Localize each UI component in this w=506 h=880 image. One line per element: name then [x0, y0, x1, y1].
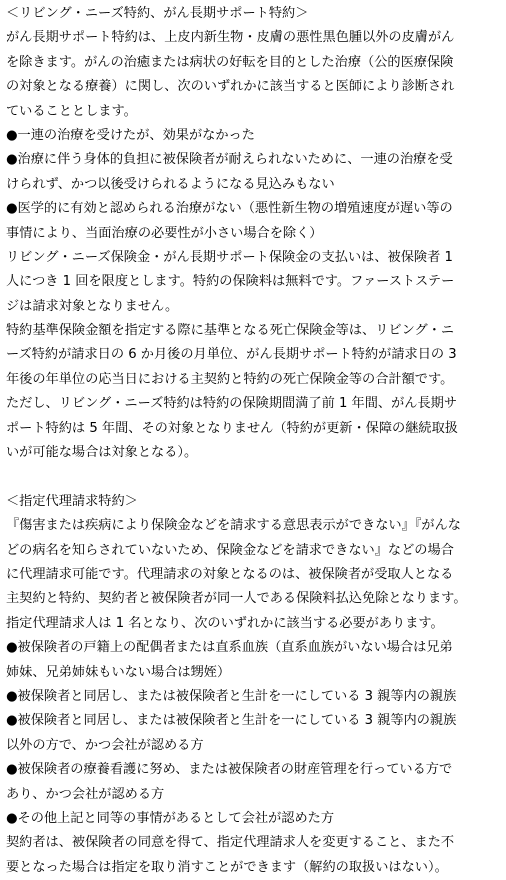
bullet-line: ●医学的に有効と認められる治療がない（悪性新生物の増殖速度が遅い等の [6, 201, 453, 217]
paragraph-line: 以外の方で、かつ会社が認める方 [6, 737, 204, 753]
paragraph-line: 特約基準保険金額を指定する際に基準となる死亡保険金等は、リビング・ニ [6, 323, 455, 339]
paragraph-line: に代理請求可能です。代理請求の対象となるのは、被保険者が受取人となる [6, 566, 454, 582]
paragraph-line: 『傷害または疾病により保険金などを請求する意思表示ができない』『がんな [6, 518, 461, 534]
paragraph-line: あり、かつ会社が認める方 [6, 786, 165, 802]
paragraph-line: ポート特約は 5 年間、その対象となりません（特約が更新・保障の継続取扱 [6, 420, 458, 436]
paragraph-line: ーズ特約が請求日の 6 か月後の月単位、がん長期サポート特約が請求日の 3 [6, 347, 457, 363]
paragraph-line: 人につき 1 回を限度とします。特約の保険料は無料です。ファーストステー [6, 274, 455, 290]
bullet-line: ●被保険者の療養看護に努め、または被保険者の財産管理を行っている方で [6, 762, 453, 778]
paragraph-line: ていることとします。 [6, 103, 137, 119]
paragraph-line: 事情により、当面治療の必要性が小さい場合を除く） [6, 225, 323, 241]
section-heading: ＜指定代理請求特約＞ [6, 493, 138, 509]
paragraph-line: 要となった場合は指定を取り消すことができます（解約の取扱いはない）。 [6, 859, 448, 875]
bullet-line: ●被保険者と同居し、または被保険者と生計を一にしている 3 親等内の親族 [6, 713, 457, 729]
paragraph-line: ただし、リビング・ニーズ特約は特約の保険期間満了前 1 年間、がん長期サ [6, 396, 458, 412]
paragraph-line: いが可能な場合は対象となる）。 [6, 445, 198, 461]
paragraph-line: ジは請求対象となりません。 [6, 298, 179, 314]
bullet-line: ●被保険者の戸籍上の配偶者または直系血族（直系血族がいない場合は兄弟 [6, 640, 453, 656]
bullet-line: ●治療に伴う身体的負担に被保険者が耐えられないために、一連の治療を受 [6, 152, 453, 168]
paragraph-line: 年後の年単位の応当日における主契約と特約の死亡保険金等の合計額です。 [6, 371, 454, 387]
paragraph-line: けられず、かつ以後受けられるようになる見込みもない [6, 176, 335, 192]
bullet-line: ●一連の治療を受けたが、効果がなかった [6, 127, 255, 143]
paragraph-line: どの病名を知らされていないため、保険金などを請求できない』などの場合 [6, 542, 454, 558]
section-spacer [6, 465, 502, 489]
paragraph-line: の対象となる療養）に関し、次のいずれかに該当すると医師により診断され [6, 79, 455, 95]
section-living-needs [6, 2, 502, 465]
bullet-line: ●被保険者と同居し、または被保険者と生計を一にしている 3 親等内の親族 [6, 688, 457, 704]
paragraph-line: 主契約と特約、契約者と被保険者が同一人である保険料払込免除となります。 [6, 591, 467, 607]
paragraph-line: 姉妹、兄弟姉妹もいない場合は甥姪） [6, 664, 231, 680]
paragraph-line: を除きます。がんの治癒または病状の好転を目的とした治療（公的医療保険 [6, 54, 454, 70]
paragraph-line: リビング・ニーズ保険金・がん長期サポート保険金の支払いは、被保険者 1 [6, 249, 453, 265]
paragraph-line: 契約者は、被保険者の同意を得て、指定代理請求人を変更すること、また不 [6, 835, 455, 851]
section-designated-proxy [6, 490, 502, 880]
bullet-line: ●その他上記と同等の事情があるとして会社が認めた方 [6, 810, 335, 826]
section-heading: ＜リビング・ニーズ特約、がん長期サポート特約＞ [6, 6, 309, 21]
paragraph-line: 指定代理請求人は 1 名となり、次のいずれかに該当する必要があります。 [6, 615, 444, 631]
paragraph-line: がん長期サポート特約は、上皮内新生物・皮膚の悪性黒色腫以外の皮膚がん [6, 30, 455, 46]
